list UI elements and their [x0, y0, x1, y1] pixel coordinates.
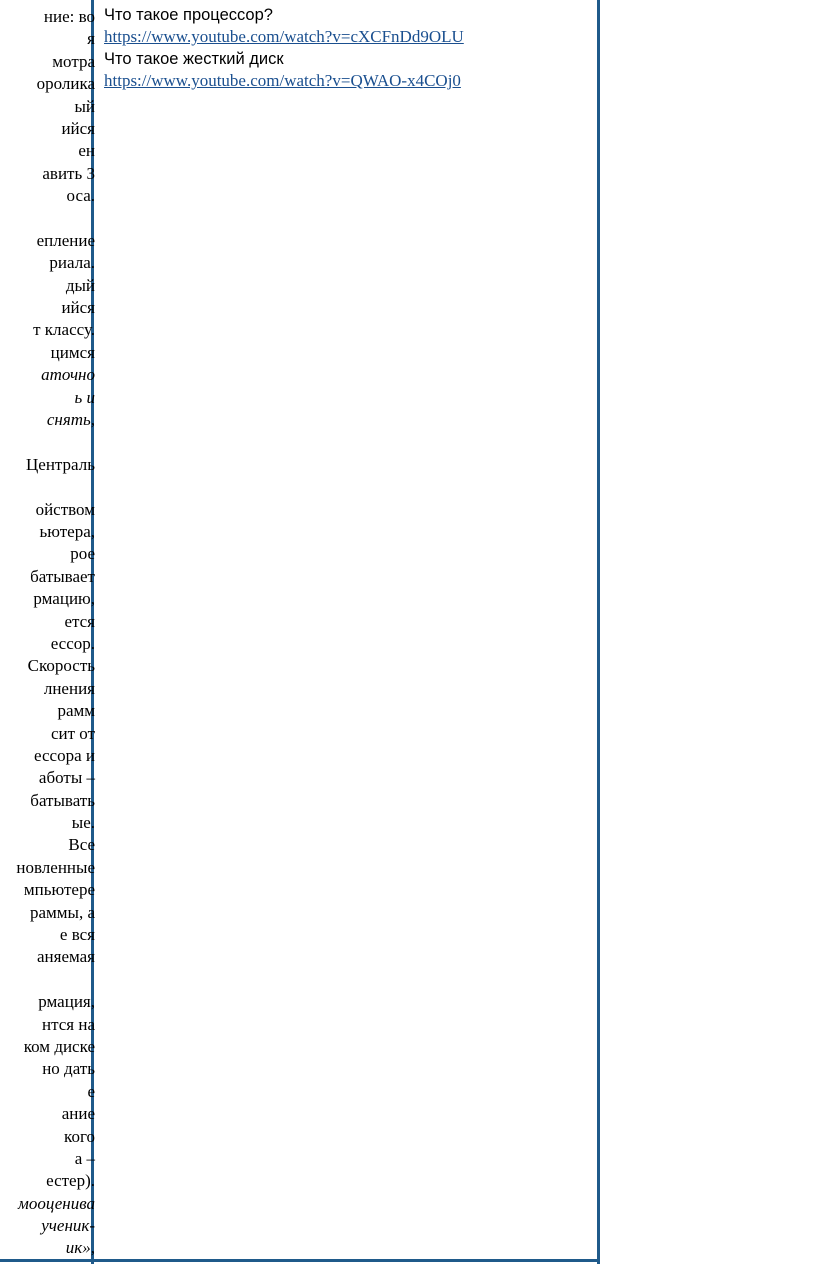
- left-text-line: ком диске: [23, 1036, 95, 1056]
- left-text-line: епление: [36, 230, 95, 250]
- left-text-line: рмацию,: [33, 589, 95, 609]
- left-text-line: ен: [78, 141, 95, 161]
- right-column-cell: [104, 4, 594, 92]
- left-text-line: ойством: [35, 499, 95, 519]
- left-column-cell: [0, 0, 95, 1262]
- left-text-line: раммы, а: [29, 902, 95, 922]
- left-text-line: [0, 431, 95, 453]
- left-text-line: снять,: [46, 410, 95, 430]
- left-text-line: оса.: [66, 186, 95, 206]
- left-text-line: е: [87, 1081, 95, 1101]
- left-text-line: Централь: [26, 454, 95, 474]
- left-text-line: ый: [74, 96, 95, 116]
- left-text-line: риала.: [49, 253, 95, 273]
- question-processor: Что такое процессор?: [104, 6, 273, 24]
- left-text-line: дый: [65, 275, 95, 295]
- left-text-line: Скорость: [27, 656, 95, 676]
- left-text-line: [0, 208, 95, 230]
- left-text-line: рмация,: [38, 992, 95, 1012]
- left-text-line: ание: [61, 1104, 95, 1124]
- left-text-line: но дать: [42, 1059, 95, 1079]
- left-text-line: ьютера,: [39, 521, 95, 541]
- left-text-line: ние: во: [43, 7, 95, 26]
- left-text-line: ессора и: [34, 745, 95, 765]
- left-text-line: авить 3: [42, 163, 95, 183]
- left-text-line: сит от: [50, 723, 95, 743]
- left-text-line: ется: [64, 611, 95, 631]
- left-text-line: аботы –: [38, 768, 95, 788]
- left-text-line: я: [87, 29, 95, 49]
- question-hard-disk: Что такое жесткий диск: [104, 50, 284, 68]
- left-text-line: батывать: [30, 790, 95, 810]
- left-text-line: ессор.: [50, 633, 95, 653]
- left-text-line: [0, 476, 95, 498]
- left-text-line: т классу.: [33, 320, 95, 340]
- left-text-line: ученик-: [41, 1216, 95, 1236]
- left-text-line: аняемая: [36, 947, 95, 967]
- left-text-line: ь и: [74, 387, 95, 407]
- left-text-line: е вся: [59, 925, 95, 945]
- left-text-line: оролика: [36, 74, 95, 94]
- left-text-line: Все: [68, 835, 95, 855]
- left-text-line: а –: [74, 1148, 95, 1168]
- left-text-line: ые.: [71, 813, 95, 833]
- left-text-line: рамм: [57, 701, 95, 721]
- left-text-line: рое: [70, 544, 95, 564]
- table-right-border: [597, 0, 600, 1264]
- left-text-line: ийся: [61, 118, 95, 138]
- left-text-line: ик»,: [65, 1238, 95, 1258]
- left-text-line: цимся: [50, 342, 95, 362]
- link-processor-video[interactable]: https://www.youtube.com/watch?v=cXCFnDd9OLU: [104, 27, 464, 46]
- left-text-line: аточно: [41, 365, 95, 385]
- left-text-line: кого: [64, 1126, 95, 1146]
- left-text-line: батывает: [30, 566, 95, 586]
- left-text-line: мотра: [52, 51, 95, 71]
- left-text-line: мпьютере: [23, 880, 95, 900]
- left-text-line: мооценива: [17, 1193, 95, 1213]
- left-text-line: нтся на: [42, 1014, 95, 1034]
- link-hard-disk-video[interactable]: https://www.youtube.com/watch?v=QWAO-x4COj0: [104, 71, 461, 90]
- left-text-line: лнения: [43, 678, 95, 698]
- left-text-line: естер).: [46, 1171, 95, 1191]
- left-text-line: новленные: [16, 857, 95, 877]
- left-column-text: [0, 6, 95, 1260]
- left-text-line: [0, 969, 95, 991]
- left-text-line: ийся: [61, 298, 95, 318]
